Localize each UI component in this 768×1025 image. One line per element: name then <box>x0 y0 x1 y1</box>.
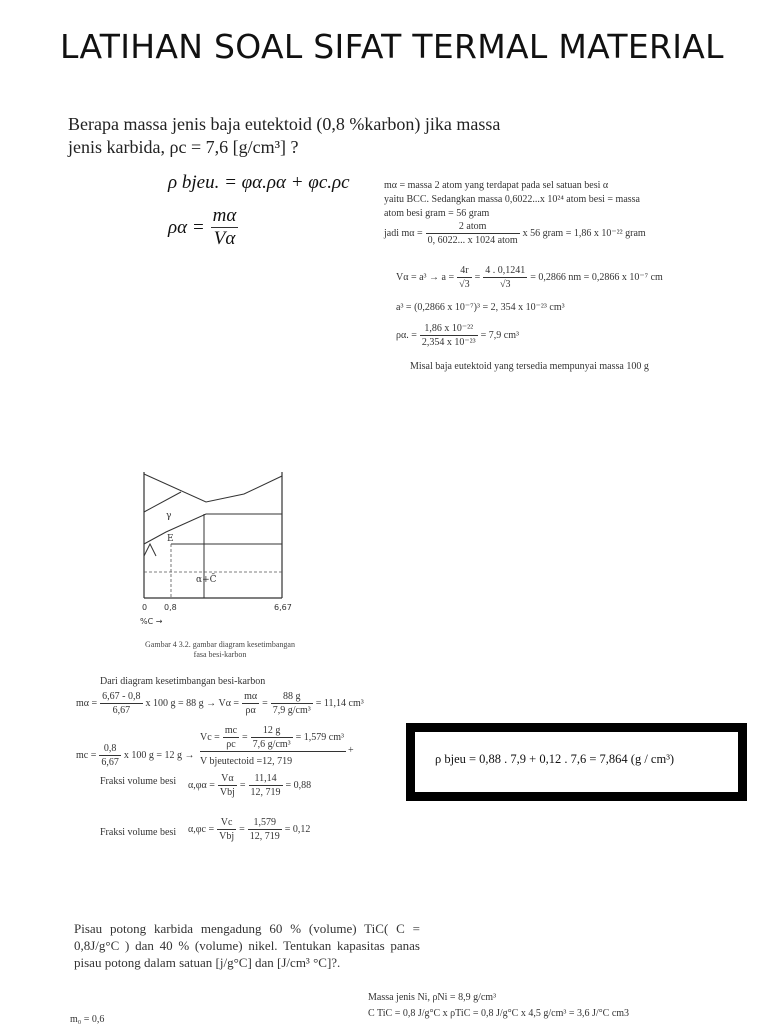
calc-lower-phi-alpha-denominator: Vbj <box>219 787 235 798</box>
calc-m-alpha <box>384 220 646 247</box>
bottom-calc-line-1: Massa jenis Ni, ρNi = 8,9 g/cm³ <box>368 992 497 1003</box>
calc-v-alpha <box>396 264 663 291</box>
calc-lower-plus: + <box>348 745 354 756</box>
page-title: LATIHAN SOAL SIFAT TERMAL MATERIAL <box>60 27 724 66</box>
diagram-caption-line-2: fasa besi-karbon <box>193 650 247 659</box>
calc-lower-m-alpha-equals: = <box>262 698 268 709</box>
calc-lower-m-c-prefix: mc = <box>76 750 97 761</box>
calc-lower-v-c-denominator: ρc <box>226 739 236 750</box>
diagram-liquidus <box>144 474 282 502</box>
calc-lower-m-alpha-denominator: 6,67 <box>112 705 131 716</box>
diagram-label-e: E <box>167 534 174 544</box>
calc-lower-v-bj: V bjeutectoid =12, 719 <box>200 756 293 767</box>
calc-lower-m-alpha <box>76 690 364 717</box>
calc-lower-m-alpha-denominator-3: 7,9 g/cm³ <box>272 705 311 716</box>
result-equation: ρ bjeu = 0,88 . 7,9 + 0,12 . 7,6 = 7,864 (g / cm³) <box>435 752 675 766</box>
formula-rho-mix: ρ bjeu. = φα.ρα + φc.ρc <box>168 172 350 193</box>
calc-lower-v-c-suffix: = 1,579 cm³ <box>295 732 345 743</box>
calc-lower-phi-alpha-prefix: α,φα = <box>188 780 215 791</box>
calc-lower-phi-c-denominator-2: 12, 719 <box>249 831 280 842</box>
diagram-tick-08: 0,8 <box>164 603 177 612</box>
phase-diagram <box>136 472 306 632</box>
calc-lower-m-alpha-numerator-2: mα <box>244 691 258 702</box>
calc-lower-m-alpha-denominator-2: ρα <box>245 705 256 716</box>
calc-lower-v-c <box>200 724 344 751</box>
calc-lower-m-alpha-prefix: mα = <box>76 698 98 709</box>
calc-v-alpha-denominator-2: √3 <box>500 279 511 290</box>
calc-lower-v-c-numerator: mc <box>224 725 238 736</box>
calc-lower-m-c-mid: x 100 g = 12 g → <box>123 750 195 761</box>
calc-lower-sum-line <box>200 751 346 752</box>
bottom-left-calc: m₀ = 0,6 <box>70 1014 105 1025</box>
calc-rho-alpha-prefix: ρα. = <box>396 330 417 341</box>
calc-lower-phi-alpha-suffix: = 0,88 <box>285 780 312 791</box>
calc-m-alpha-numerator: 2 atom <box>426 220 520 234</box>
calc-v-alpha-numerator-1: 4r <box>457 264 472 278</box>
calc-lower-phi-c-numerator: Vc <box>217 816 236 830</box>
calc-v-alpha-numerator-2: 4 . 0,1241 <box>485 265 526 276</box>
calc-lower-v-c-denominator-2: 7,6 g/cm³ <box>252 739 291 750</box>
calc-m-alpha-suffix: x 56 gram = 1,86 x 10⁻²² gram <box>522 228 646 239</box>
bottom-calc <box>368 990 629 1022</box>
calc-lower-phi-alpha-numerator: Vα <box>218 772 237 786</box>
question-1-line-1: Berapa massa jenis baja eutektoid (0,8 %karbon) jika massa <box>68 114 501 134</box>
calc-v-alpha-suffix: = 0,2866 nm = 0,2866 x 10⁻⁷ cm <box>530 272 663 283</box>
calc-rho-alpha-numerator: 1,86 x 10⁻²² <box>420 322 478 336</box>
calc-line-1: mα = massa 2 atom yang terdapat pada sel satuan besi α <box>384 180 609 191</box>
question-1 <box>68 113 500 159</box>
diagram-axis-label: %C → <box>140 617 163 626</box>
diagram-caption <box>130 640 310 660</box>
calc-lower-phi-c-denominator: Vbj <box>219 831 235 842</box>
calc-lower-phi-c-numerator-2: 1,579 <box>248 816 282 830</box>
result-box <box>406 723 747 801</box>
calc-lower-m-alpha-mid: x 100 g = 88 g → Vα = <box>145 698 240 709</box>
calc-lower-m-alpha-numerator: 6,67 - 0,8 <box>102 691 141 702</box>
calc-lower-phi-alpha-denominator-2: 12, 719 <box>250 787 281 798</box>
calc-misal: Misal baja eutektoid yang tersedia mempunyai massa 100 g <box>410 361 649 372</box>
calc-lower-intro: Dari diagram kesetimbangan besi-karbon <box>100 676 266 687</box>
calc-line-2: yaitu BCC. Sedangkan massa 0,6022...x 10²⁴ atom besi = massa <box>384 194 640 205</box>
calc-v-alpha-denominator-1: √3 <box>459 279 470 290</box>
formula-rho-alpha-lhs: ρα = <box>168 216 205 238</box>
diagram-solidus <box>144 492 181 512</box>
calc-v-alpha-prefix: Vα = a³ → a = <box>396 272 455 283</box>
calc-m-alpha-prefix: jadi mα = <box>384 228 423 239</box>
diagram-upper-boundary <box>144 514 282 544</box>
calc-v-alpha-equals: = <box>474 272 481 283</box>
calc-lower-phi-c-equals: = <box>239 824 245 835</box>
diagram-label-gamma: γ <box>166 511 172 521</box>
question-1-line-2: jenis karbida, ρc = 7,6 [g/cm³] ? <box>68 137 299 157</box>
calc-lower-phi-alpha-equals: = <box>239 780 246 791</box>
calc-lower-fraksi-label-1: Fraksi volume besi <box>100 776 177 787</box>
question-2: Pisau potong karbida mengadung 60 % (volume) TiC( C = 0,8J/g°C ) dan 40 % (volume) nikel. Tentukan kapasitas panas pisau potong dalam satuan [j/g°C] dan [J/cm³ °C]?. <box>74 921 420 970</box>
calc-m-alpha-denominator: 0, 6022... x 1024 atom <box>427 235 518 246</box>
diagram-caption-line-1: Gambar 4 3.2. gambar diagram kesetimbangan <box>145 640 295 649</box>
calc-rho-alpha-denominator: 2,354 x 10⁻²³ <box>421 337 476 348</box>
calc-lower-phi-c-suffix: = 0,12 <box>284 824 311 835</box>
calc-rho-alpha-suffix: = 7,9 cm³ <box>480 330 520 341</box>
calc-a-cubed: a³ = (0,2866 x 10⁻⁷)³ = 2, 354 x 10⁻²³ cm³ <box>396 302 565 313</box>
diagram-tick-0: 0 <box>142 603 148 612</box>
calc-lower-m-alpha-numerator-3: 88 g <box>271 690 313 704</box>
calc-lower-phi-alpha <box>188 772 311 799</box>
calc-line-3: atom besi gram = 56 gram <box>384 208 490 219</box>
calc-lower-m-c-denominator: 6,67 <box>101 757 119 768</box>
calc-lower-phi-c <box>188 816 310 843</box>
calc-lower-m-alpha-suffix: = 11,14 cm³ <box>315 698 364 709</box>
calc-lower-v-c-numerator-2: 12 g <box>251 724 293 738</box>
calc-lower-v-c-equals: = <box>242 732 248 743</box>
diagram-alpha-region <box>144 544 156 556</box>
diagram-label-phase: α+C̄ <box>196 575 217 585</box>
calc-rho-alpha <box>396 322 519 349</box>
formula-rho-alpha-denominator: Vα <box>213 228 236 249</box>
bottom-calc-line-2: C TiC = 0,8 J/g°C x ρTiC = 0,8 J/g°C x 4,5 g/cm³ = 3,6 J/°C cm3 <box>368 1008 630 1019</box>
formula-rho-alpha <box>168 205 238 250</box>
calc-lower-v-c-prefix: Vc = <box>200 732 220 743</box>
calc-lower-phi-c-prefix: α,φc = <box>188 824 215 835</box>
formula-rho-alpha-numerator: mα <box>212 205 237 226</box>
calc-lower-phi-alpha-numerator-2: 11,14 <box>249 772 283 786</box>
calc-lower-fraksi-label-2: Fraksi volume besi <box>100 827 177 838</box>
diagram-tick-667: 6,67 <box>274 603 292 612</box>
calc-lower-m-c <box>76 742 195 769</box>
calc-lower-m-c-numerator: 0,8 <box>99 742 121 756</box>
